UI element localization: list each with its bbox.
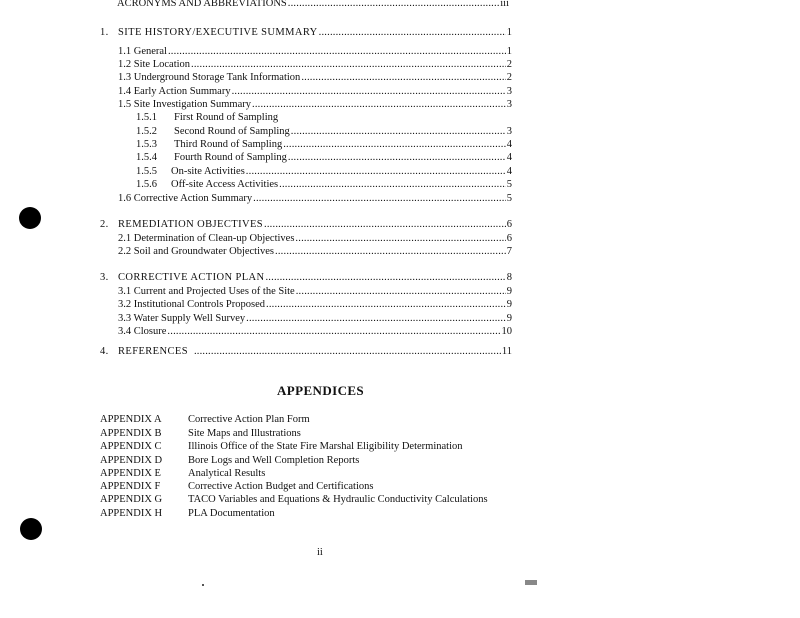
toc-page: 5 <box>506 179 512 190</box>
toc-item-2-1 <box>118 232 512 245</box>
toc-item-2-2 <box>118 245 512 258</box>
toc-page: 8 <box>506 272 512 283</box>
toc-page: 3 <box>506 86 512 97</box>
toc-page: 6 <box>506 233 512 244</box>
toc-section-3 <box>100 271 512 284</box>
toc-section-2 <box>100 218 512 231</box>
toc-subitem-1-5-3 <box>136 138 512 151</box>
toc-page: 9 <box>506 286 512 297</box>
toc-subitem-number: 1.5.2 <box>136 126 157 137</box>
scan-speck <box>202 584 204 586</box>
punch-hole-top <box>19 207 41 229</box>
toc-subitem-1-5-5 <box>136 165 512 178</box>
toc-label: 3.2 Institutional Controls Proposed <box>118 299 265 310</box>
toc-page: 6 <box>506 219 512 230</box>
toc-page: 9 <box>506 313 512 324</box>
toc-page: 5 <box>506 193 512 204</box>
toc-label: Third Round of Sampling <box>174 139 283 150</box>
toc-section-number: 2. <box>100 219 109 230</box>
toc-section-title: SITE HISTORY/EXECUTIVE SUMMARY <box>118 27 318 38</box>
appendix-title: TACO Variables and Equations & Hydraulic Conductivity Calculations <box>188 494 488 505</box>
appendix-id: APPENDIX B <box>100 428 162 439</box>
toc-subitem-1-5-6 <box>136 178 512 191</box>
toc-page: 4 <box>506 152 512 163</box>
appendix-id: APPENDIX D <box>100 455 163 466</box>
appendix-id: APPENDIX A <box>100 414 162 425</box>
toc-subitem-number: 1.5.3 <box>136 139 157 150</box>
toc-subitem-1-5-4 <box>136 151 512 164</box>
toc-section-number: 4. <box>100 346 109 357</box>
toc-item-3-1 <box>118 285 512 298</box>
appendix-row <box>100 440 463 453</box>
page-number: ii <box>317 547 323 558</box>
toc-page: 10 <box>501 326 512 337</box>
toc-page: 3 <box>506 99 512 110</box>
toc-label: Fourth Round of Sampling <box>174 152 287 163</box>
toc-label: Second Round of Sampling <box>174 126 290 137</box>
toc-page: 2 <box>506 59 512 70</box>
toc-page: iii <box>500 0 509 9</box>
toc-page: 2 <box>506 72 512 83</box>
toc-item-3-4 <box>118 325 512 338</box>
appendix-row <box>100 454 359 467</box>
appendix-title: Analytical Results <box>188 468 266 479</box>
toc-label: 1.3 Underground Storage Tank Information <box>118 72 301 83</box>
toc-label: 1.1 General <box>118 46 167 57</box>
appendix-title: PLA Documentation <box>188 508 275 519</box>
punch-hole-bottom <box>20 518 42 540</box>
toc-label: ACRONYMS AND ABBREVIATIONS <box>117 0 287 9</box>
toc-item-3-2 <box>118 298 512 311</box>
toc-label: On-site Activities <box>171 166 245 177</box>
toc-page: 1 <box>506 27 512 38</box>
toc-item-1-1 <box>118 45 512 58</box>
appendix-row <box>100 507 275 520</box>
appendix-title: Corrective Action Plan Form <box>188 414 310 425</box>
toc-subitem-number: 1.5.1 <box>136 112 157 123</box>
appendices-heading: APPENDICES <box>277 383 365 398</box>
toc-page: 4 <box>506 166 512 177</box>
toc-label: 3.3 Water Supply Well Survey <box>118 313 246 324</box>
toc-subitem-1-5-2 <box>136 125 512 138</box>
appendix-id: APPENDIX E <box>100 468 161 479</box>
toc-section-number: 3. <box>100 272 109 283</box>
toc-subitem-1-5-1 <box>136 111 512 124</box>
toc-section-title: REMEDIATION OBJECTIVES <box>118 219 264 230</box>
appendix-id: APPENDIX H <box>100 508 163 519</box>
toc-item-3-3 <box>118 312 512 325</box>
scan-mark <box>525 580 537 585</box>
appendix-row <box>100 493 488 506</box>
toc-label: 1.5 Site Investigation Summary <box>118 99 251 110</box>
toc-page: 11 <box>501 346 512 357</box>
toc-acronyms <box>117 0 509 10</box>
toc-label: First Round of Sampling <box>174 112 279 123</box>
toc-subitem-number: 1.5.4 <box>136 152 157 163</box>
toc-label: 3.4 Closure <box>118 326 167 337</box>
appendix-row <box>100 467 265 480</box>
toc-subitem-number: 1.5.6 <box>136 179 157 190</box>
toc-label: 1.4 Early Action Summary <box>118 86 231 97</box>
toc-label: 1.6 Corrective Action Summary <box>118 193 253 204</box>
toc-page: 1 <box>506 46 512 57</box>
toc-item-1-6 <box>118 192 512 205</box>
toc-section-1 <box>100 26 512 39</box>
appendix-row <box>100 480 373 493</box>
appendix-id: APPENDIX F <box>100 481 161 492</box>
toc-section-title: REFERENCES <box>118 346 188 357</box>
appendix-title: Corrective Action Budget and Certifications <box>188 481 374 492</box>
toc-label: 3.1 Current and Projected Uses of the Site <box>118 286 295 297</box>
toc-page: 9 <box>506 299 512 310</box>
toc-item-1-3 <box>118 71 512 84</box>
toc-item-1-4 <box>118 85 512 98</box>
toc-page: 3 <box>506 126 512 137</box>
toc-section-4 <box>100 345 512 358</box>
toc-page: 7 <box>506 246 512 257</box>
toc-label: 1.2 Site Location <box>118 59 191 70</box>
toc-section-number: 1. <box>100 27 109 38</box>
appendix-row <box>100 427 301 440</box>
toc-item-1-2 <box>118 58 512 71</box>
appendix-id: APPENDIX C <box>100 441 162 452</box>
appendix-id: APPENDIX G <box>100 494 163 505</box>
toc-label: 2.2 Soil and Groundwater Objectives <box>118 246 275 257</box>
appendix-title: Site Maps and Illustrations <box>188 428 301 439</box>
toc-label: Off-site Access Activities <box>171 179 279 190</box>
toc-section-title: CORRECTIVE ACTION PLAN <box>118 272 265 283</box>
toc-label: 2.1 Determination of Clean-up Objectives <box>118 233 295 244</box>
appendix-title: Bore Logs and Well Completion Reports <box>188 455 360 466</box>
toc-subitem-number: 1.5.5 <box>136 166 157 177</box>
toc-item-1-5 <box>118 98 512 111</box>
toc-page: 4 <box>506 139 512 150</box>
appendix-row <box>100 413 310 426</box>
appendix-title: Illinois Office of the State Fire Marshal Eligibility Determination <box>188 441 463 452</box>
